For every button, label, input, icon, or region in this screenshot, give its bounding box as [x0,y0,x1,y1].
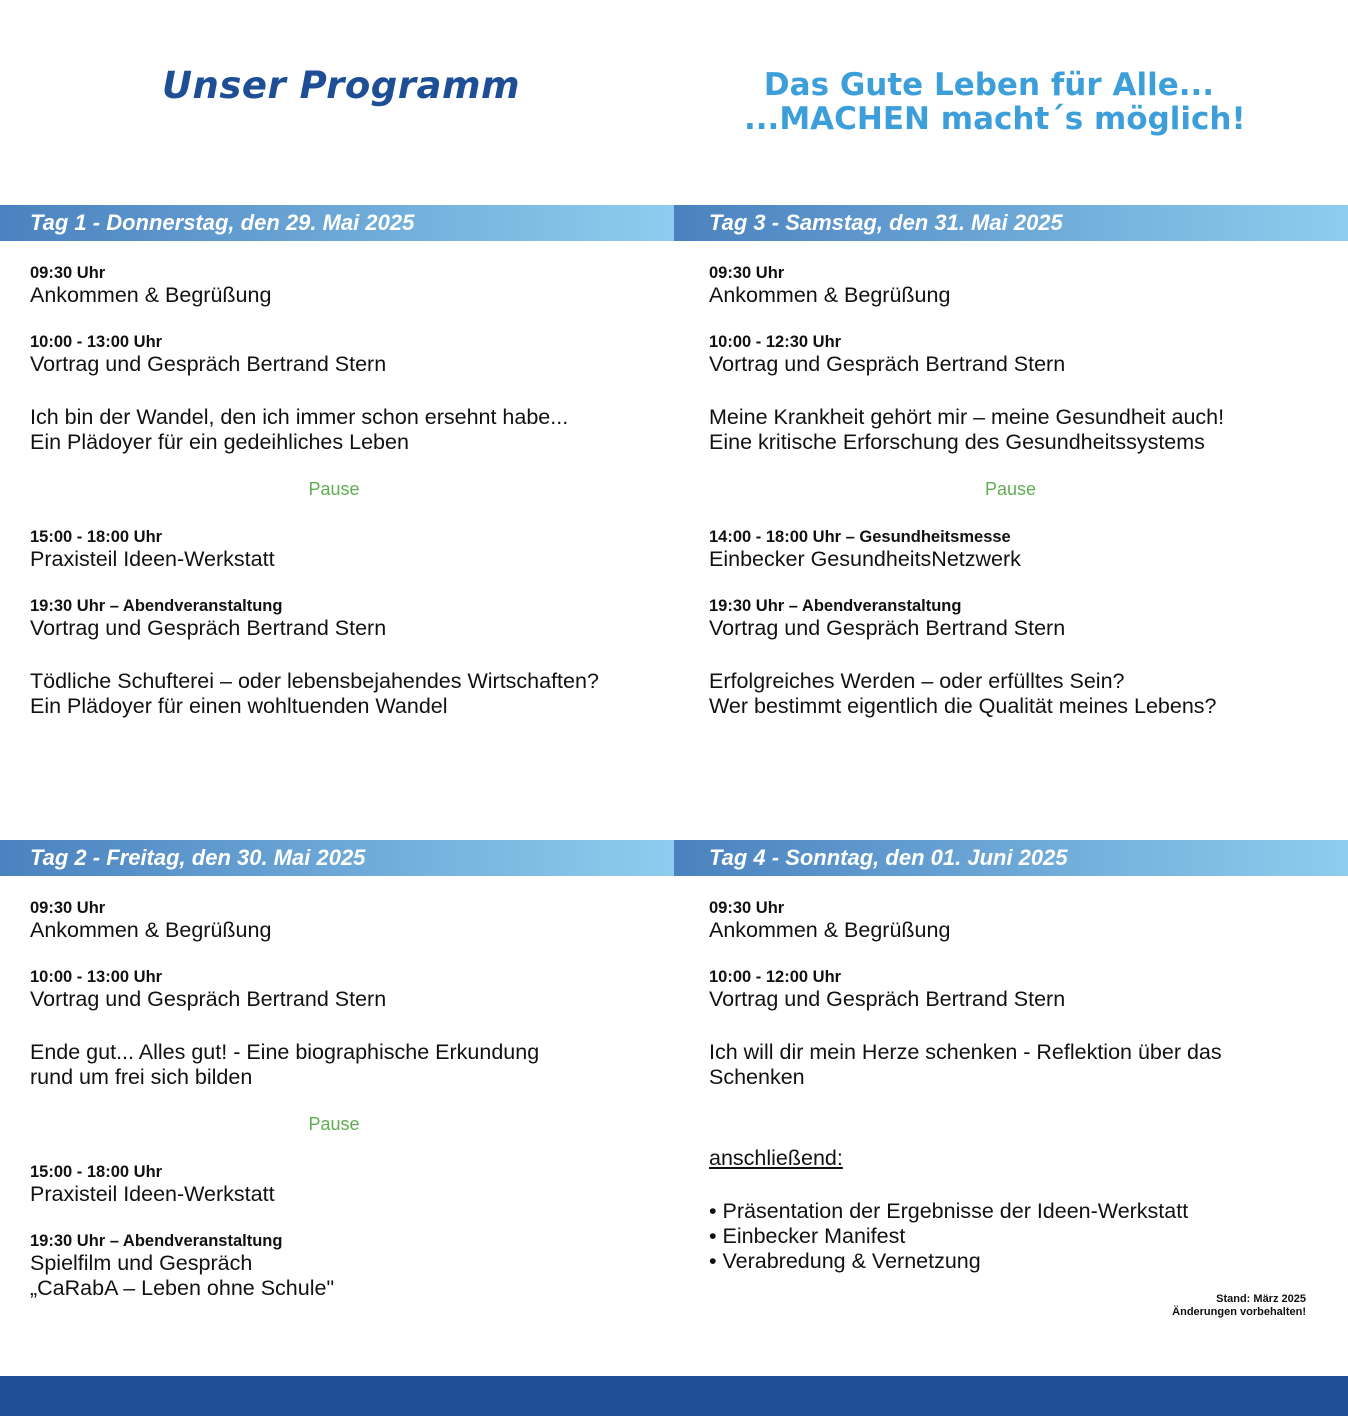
list-item: • Präsentation der Ergebnisse der Ideen-Werkstatt [709,1199,1189,1223]
event-time: 19:30 Uhr – Abendveranstaltung [30,1232,283,1250]
event [30,1231,658,1301]
event-time: 10:00 - 12:30 Uhr [709,333,842,351]
event-title: Ankommen & Begrüßung [30,918,272,942]
event-title: Spielfilm und Gespräch [30,1251,253,1275]
day-2-section [0,840,674,1325]
footer-bar [0,1376,1348,1416]
event [709,527,1332,572]
day-1-header: Tag 1 - Donnerstag, den 29. Mai 2025 [0,205,674,241]
status-note: Stand: März 2025 Änderungen vorbehalten! [1172,1293,1306,1318]
event [709,596,1332,719]
event-title: Vortrag und Gespräch Bertrand Stern [30,616,387,640]
event-description: Ende gut... Alles gut! - Eine biographische Erkundung rund um frei sich bilden [30,1040,540,1089]
event-time: 14:00 - 18:00 Uhr – Gesundheitsmesse [709,528,1011,546]
event-title-line-2: „CaRabA – Leben ohne Schule" [30,1276,335,1300]
day-4-section [674,840,1348,1274]
day-2-header: Tag 2 - Freitag, den 30. Mai 2025 [0,840,674,876]
list-item: • Verabredung & Vernetzung [709,1249,981,1273]
day-3-section [674,205,1348,743]
list-item: • Einbecker Manifest [709,1224,906,1248]
event [30,596,658,719]
event-time: 15:00 - 18:00 Uhr [30,528,163,546]
event [30,967,658,1090]
event-title: Einbecker GesundheitsNetzwerk [709,547,1021,571]
event-title: Vortrag und Gespräch Bertrand Stern [30,352,387,376]
event-time: 09:30 Uhr [30,264,106,282]
event-time: 10:00 - 13:00 Uhr [30,333,163,351]
day-4-header: Tag 4 - Sonntag, den 01. Juni 2025 [674,840,1348,876]
slogan [744,67,1246,137]
event-title: Vortrag und Gespräch Bertrand Stern [709,987,1066,1011]
event-title: Vortrag und Gespräch Bertrand Stern [30,987,387,1011]
event-time: 15:00 - 18:00 Uhr [30,1163,163,1181]
event-time: 09:30 Uhr [709,264,785,282]
program-title: Unser Programm [162,64,521,107]
event-description: Meine Krankheit gehört mir – meine Gesundheit auch! Eine kritische Erforschung des Gesundheitssystems [709,405,1225,454]
event [709,898,1332,943]
event-description: Ich will dir mein Herze schenken - Reflektion über das Schenken [709,1040,1222,1089]
afterwards-list [709,1199,1332,1274]
event [30,1162,658,1207]
day-3-header: Tag 3 - Samstag, den 31. Mai 2025 [674,205,1348,241]
event-title: Ankommen & Begrüßung [30,283,272,307]
event-title: Ankommen & Begrüßung [709,283,951,307]
event-time: 10:00 - 12:00 Uhr [709,968,842,986]
event-description: Ich bin der Wandel, den ich immer schon ersehnt habe... Ein Plädoyer für ein gedeihliches Leben [30,405,569,454]
event-title: Ankommen & Begrüßung [709,918,951,942]
event-title: Praxisteil Ideen-Werkstatt [30,547,275,571]
event-time: 19:30 Uhr – Abendveranstaltung [709,597,962,615]
event-title: Vortrag und Gespräch Bertrand Stern [709,352,1066,376]
event-description: Tödliche Schufterei – oder lebensbejahendes Wirtschaften? Ein Plädoyer für einen wohltuenden Wandel [30,669,599,718]
event-title: Praxisteil Ideen-Werkstatt [30,1182,275,1206]
event [30,527,658,572]
afterwards-label: anschließend: [709,1146,843,1170]
slogan-line-1: Das Gute Leben für Alle... [763,67,1215,103]
event-time: 10:00 - 13:00 Uhr [30,968,163,986]
event-description: Erfolgreiches Werden – oder erfülltes Sein? Wer bestimmt eigentlich die Qualität meines Lebens? [709,669,1217,718]
event [709,263,1332,308]
event [709,967,1332,1090]
pause-label: Pause [308,479,360,499]
pause-label: Pause [308,1114,360,1134]
event-time: 09:30 Uhr [30,899,106,917]
event [30,332,658,455]
event [30,898,658,943]
pause-label: Pause [984,479,1037,499]
slogan-line-2: ...MACHEN macht´s möglich! [744,101,1246,137]
event [30,263,658,308]
day-1-section [0,205,674,743]
event-title: Vortrag und Gespräch Bertrand Stern [709,616,1066,640]
event-time: 19:30 Uhr – Abendveranstaltung [30,597,283,615]
event-time: 09:30 Uhr [709,899,785,917]
event [709,332,1332,455]
